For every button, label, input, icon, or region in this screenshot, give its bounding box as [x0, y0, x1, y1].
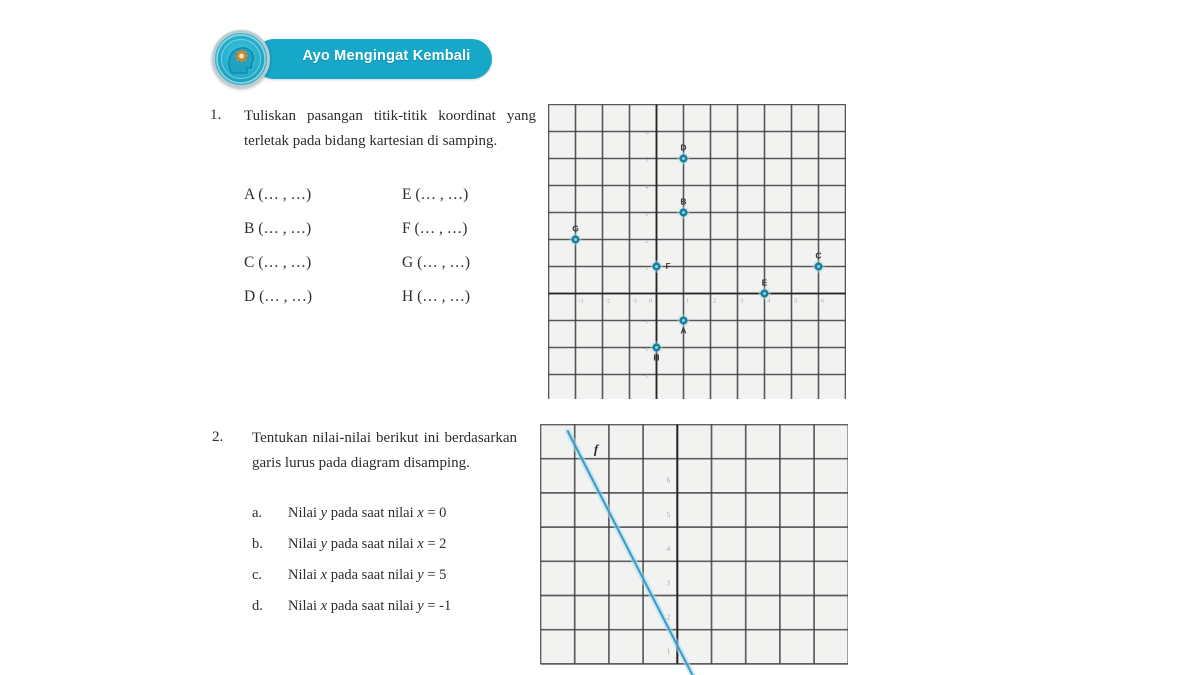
blank-row [244, 186, 544, 220]
svg-text:5: 5 [794, 297, 798, 305]
subitem-c-mid: pada saat nilai [327, 567, 418, 583]
blank-c[interactable]: C (… , …) [244, 254, 312, 271]
svg-text:F: F [665, 261, 671, 271]
svg-text:6: 6 [821, 297, 825, 305]
svg-text:5: 5 [666, 509, 671, 519]
subitem-d-var2: y [417, 598, 424, 614]
svg-text:H: H [653, 352, 660, 363]
subitem-c-post: = 5 [423, 567, 447, 583]
subitem-c [252, 567, 532, 598]
subitem-d [252, 598, 532, 629]
badge-label: Ayo Mengingat Kembali [302, 48, 471, 64]
subitem-d-mid: pada saat nilai [327, 598, 418, 614]
subitem-c-body [288, 567, 446, 584]
head-brain-gear-icon [212, 30, 270, 88]
svg-text:B: B [680, 196, 687, 207]
svg-text:6: 6 [645, 129, 649, 137]
question-2-subitems [252, 505, 532, 629]
subitem-c-var2: y [417, 567, 424, 583]
subitem-d-body [288, 598, 451, 615]
svg-text:-2: -2 [643, 345, 649, 353]
blank-e[interactable]: E (… , …) [402, 186, 469, 203]
subitem-a-pre: Nilai [288, 505, 321, 521]
question-1-answer-blanks [244, 186, 544, 322]
subitem-a-body [288, 505, 446, 522]
svg-text:1: 1 [686, 297, 690, 305]
linear-graph-chart [540, 424, 848, 675]
blank-row [244, 220, 544, 254]
svg-text:1: 1 [645, 264, 649, 272]
blank-b[interactable]: B (… , …) [244, 220, 312, 237]
question-1-number: 1. [210, 107, 222, 123]
blank-h[interactable]: H (… , …) [402, 288, 471, 305]
svg-text:2: 2 [645, 237, 649, 245]
subitem-b-letter: b. [252, 536, 263, 552]
blank-g[interactable]: G (… , …) [402, 254, 471, 271]
subitem-a-var2: x [417, 505, 424, 521]
svg-text:-3: -3 [643, 372, 649, 380]
svg-text:-1: -1 [643, 318, 649, 326]
svg-text:3: 3 [645, 210, 649, 218]
blank-row [244, 288, 544, 322]
subitem-d-post: = -1 [423, 598, 452, 614]
svg-text:-2: -2 [605, 297, 611, 305]
blank-f[interactable]: F (… , …) [402, 220, 468, 237]
blank-a[interactable]: A (… , …) [244, 186, 312, 203]
svg-text:C: C [815, 250, 822, 261]
subitem-a [252, 505, 532, 536]
svg-text:4: 4 [666, 544, 671, 554]
subitem-c-pre: Nilai [288, 567, 321, 583]
subitem-b-body [288, 536, 446, 553]
section-badge [212, 30, 492, 88]
svg-text:4: 4 [645, 183, 649, 191]
svg-text:G: G [572, 223, 579, 234]
svg-text:D: D [680, 142, 687, 153]
subitem-c-var1: x [320, 567, 328, 583]
svg-text:E: E [761, 277, 768, 288]
svg-text:4: 4 [767, 297, 771, 305]
subitem-a-mid: pada saat nilai [327, 505, 418, 521]
subitem-b-var2: x [417, 536, 424, 552]
svg-text:f: f [593, 441, 599, 457]
svg-text:6: 6 [666, 475, 671, 485]
subitem-b-var1: y [320, 536, 328, 552]
svg-text:0: 0 [649, 297, 653, 305]
blank-row [244, 254, 544, 288]
subitem-b-pre: Nilai [288, 536, 321, 552]
svg-text:-1: -1 [632, 297, 638, 305]
svg-text:2: 2 [666, 612, 671, 622]
subitem-b-mid: pada saat nilai [327, 536, 418, 552]
subitem-b-post: = 2 [423, 536, 447, 552]
subitem-a-var1: y [320, 505, 328, 521]
subitem-c-letter: c. [252, 567, 263, 583]
svg-text:A: A [680, 325, 687, 336]
blank-d[interactable]: D (… , …) [244, 288, 313, 305]
subitem-d-letter: d. [252, 598, 263, 614]
subitem-d-var1: x [320, 598, 328, 614]
question-2-text: Tentukan nilai-nilai berikut ini berdasarkan garis lurus pada diagram disamping. [252, 430, 517, 471]
svg-text:3: 3 [740, 297, 744, 305]
svg-text:-3: -3 [578, 297, 584, 305]
subitem-a-letter: a. [252, 505, 263, 521]
cartesian-plane-chart [548, 104, 846, 399]
subitem-b [252, 536, 532, 567]
subitem-a-post: = 0 [423, 505, 447, 521]
question-1-text: Tuliskan pasangan titik-titik koordinat yang terletak pada bidang kartesian di samping. [244, 108, 536, 149]
svg-text:2: 2 [713, 297, 717, 305]
svg-text:1: 1 [666, 646, 671, 656]
svg-text:5: 5 [645, 156, 649, 164]
question-2-number: 2. [212, 429, 224, 445]
subitem-d-pre: Nilai [288, 598, 321, 614]
svg-text:3: 3 [666, 578, 671, 588]
